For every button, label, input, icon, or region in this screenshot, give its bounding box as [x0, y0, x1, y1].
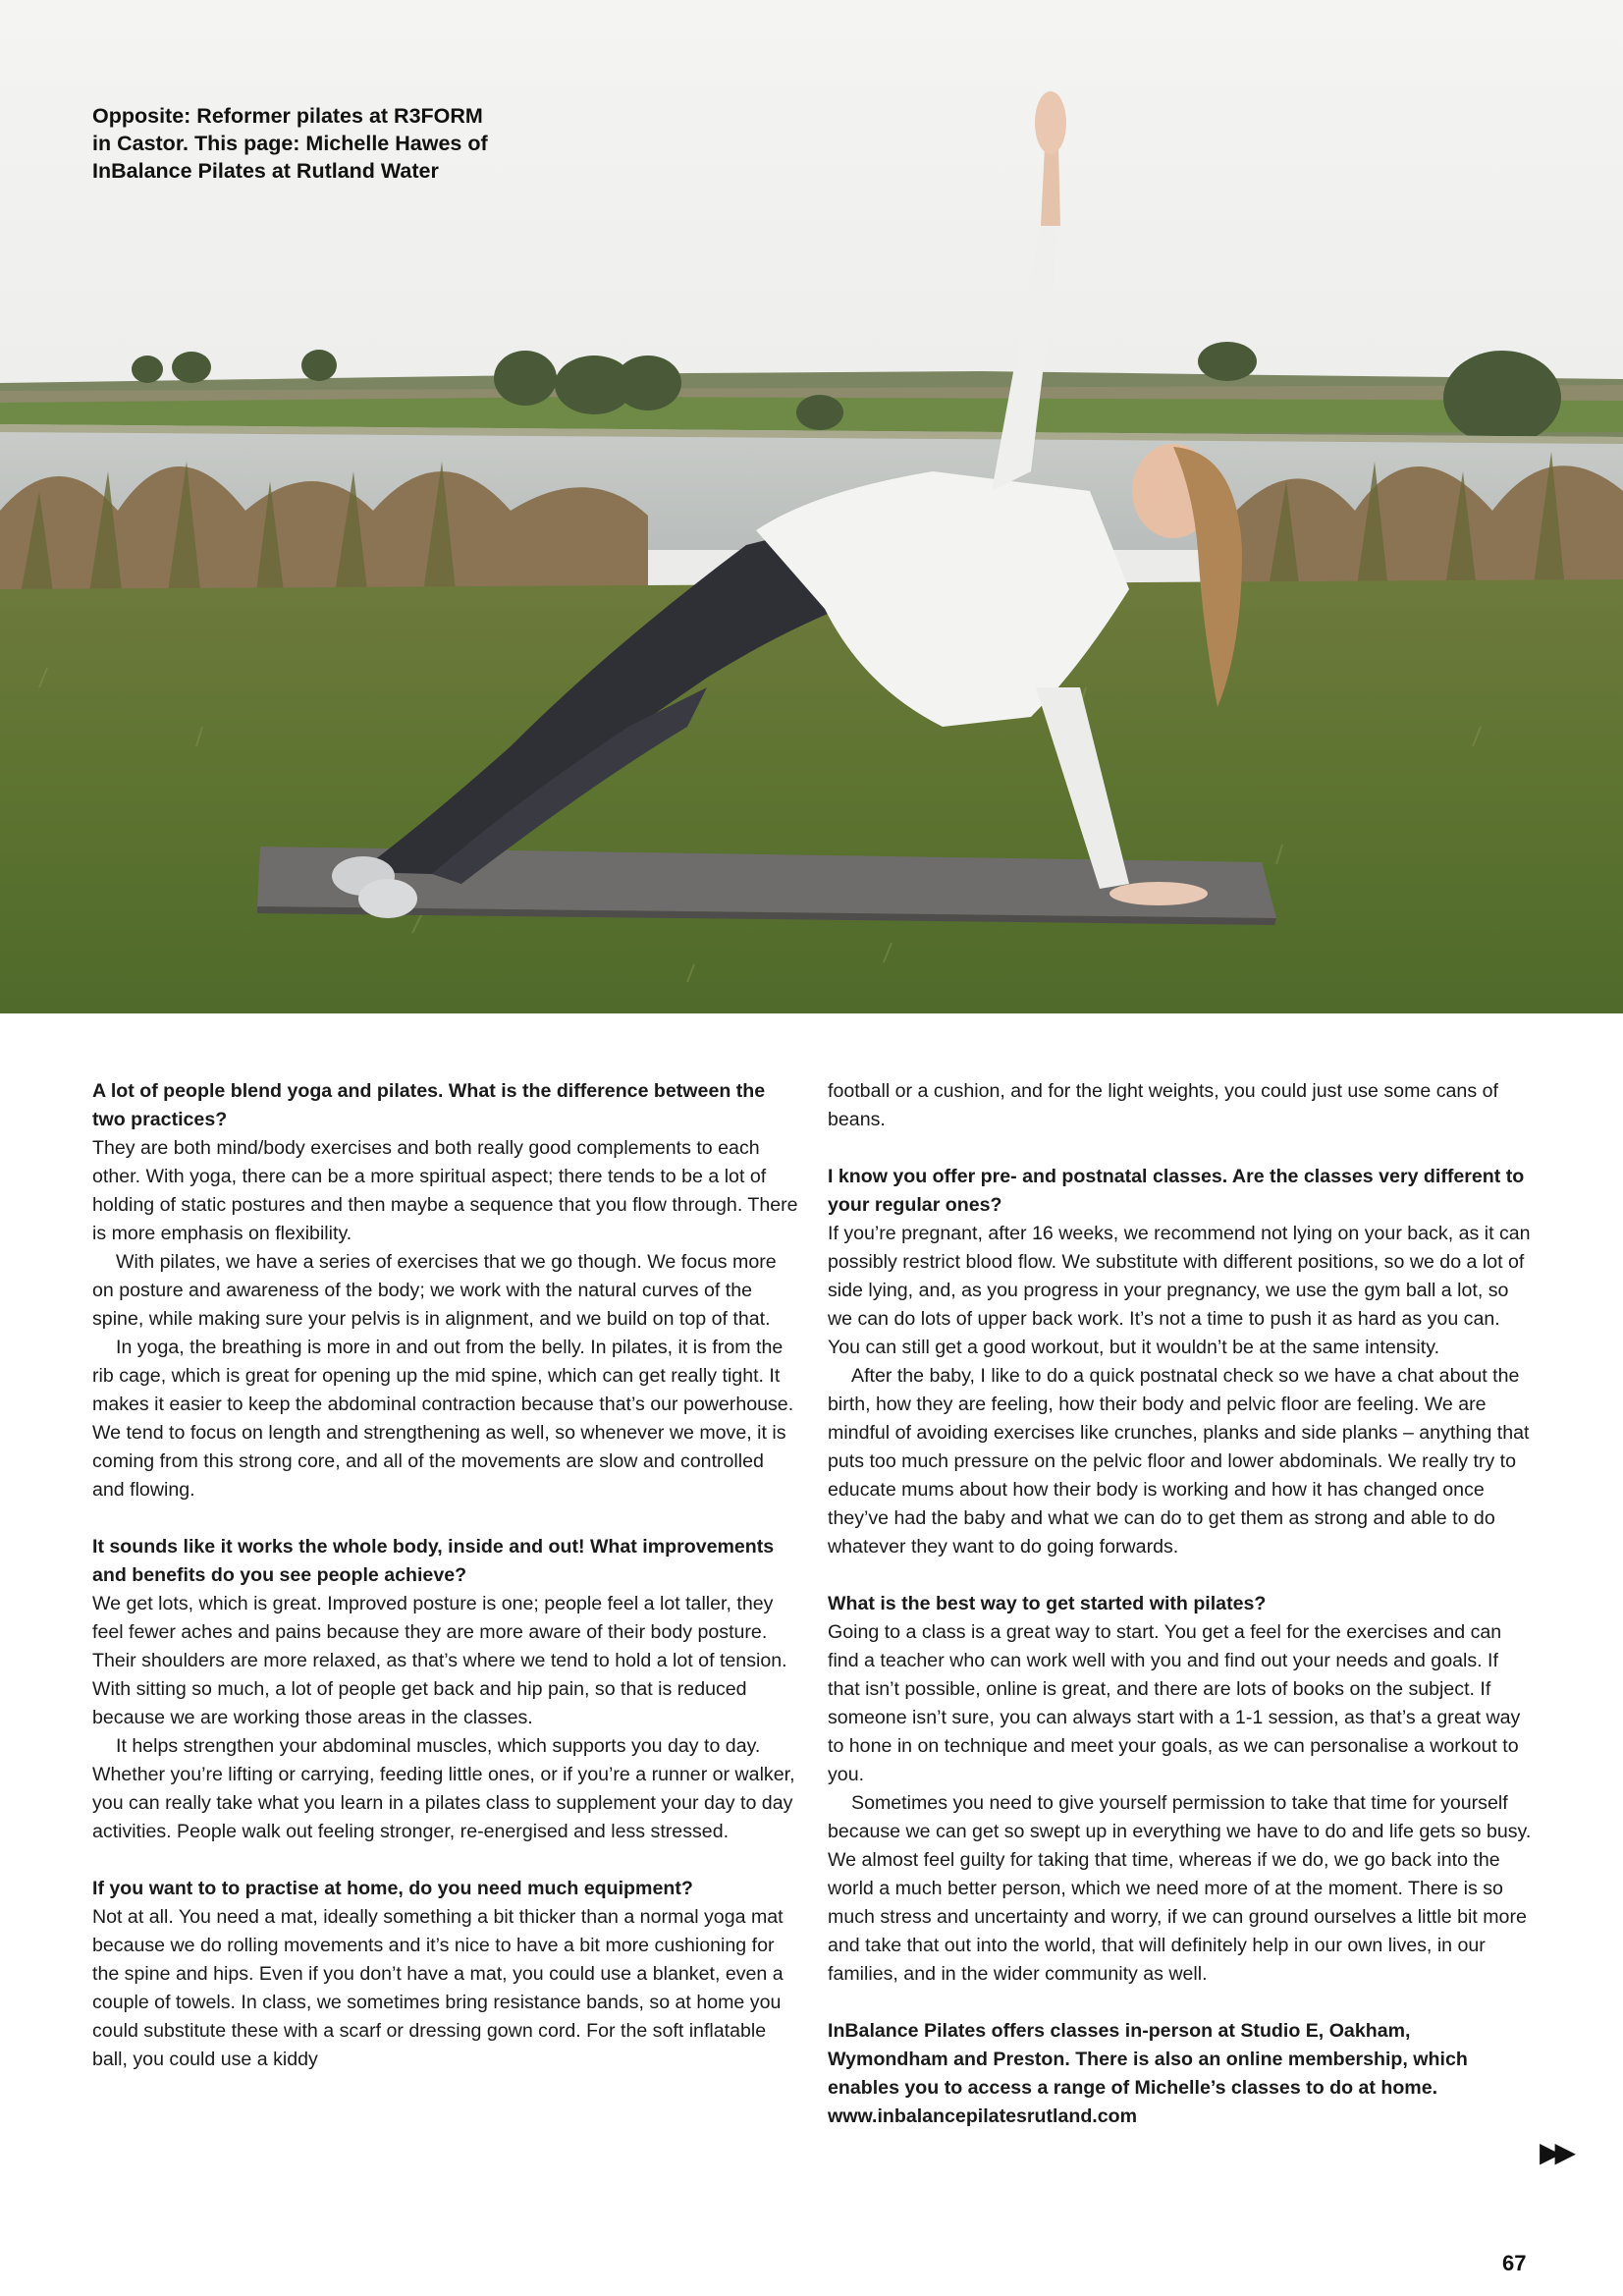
answer-paragraph: We get lots, which is great. Improved posture is one; people feel a lot taller, they feel fewer aches and pains because they are more aware of their body posture. Their shoulders are more relaxed, as that’s where we tend to hold a lot of tension. With sitting so much, a lot of people get back and hip pain, so that is reduced because we are working those areas in the classes.: [92, 1593, 787, 1728]
answer-paragraph: Sometimes you need to give yourself permission to take that time for yourself because we can get so swept up in everything we have to do and life gets so busy. We almost feel guilty for taking that time, whereas if we do, we go back into the world a much better person, which we need more of at the moment. There is so much stress and uncertainty and worry, if we can ground ourselves a little bit more and take that out into the world, that will definitely help in our own lives, in our families, and in the wider community as well.: [828, 1792, 1532, 1985]
answer-paragraph: They are both mind/body exercises and both really good complements to each other. With yoga, there can be a more spiritual aspect; there tends to be a lot of holding of static postures and then maybe a sequence that you flow through. There is more emphasis on flexibility.: [92, 1137, 798, 1244]
question-heading: If you want to to practise at home, do you need much equipment?: [92, 1878, 693, 1899]
answer-paragraph: football or a cushion, and for the light weights, you could just use some cans of beans.: [828, 1080, 1498, 1130]
answer-paragraph: Not at all. You need a mat, ideally something a bit thicker than a normal yoga mat because we do rolling movements and it’s nice to have a bit more cushioning for the spine and hips. Even if you don’t have a mat, you could use a blanket, even a couple of towels. In class, we sometimes bring resistance bands, so at home you could substitute these with a scarf or dressing gown cord. For the soft inflatable ball, you could use a kiddy: [92, 1906, 784, 2070]
caption-line: in Castor. This page: Michelle Hawes of: [92, 132, 488, 155]
question-heading: It sounds like it works the whole body, inside and out! What improvements and benefits do you see people achieve?: [92, 1536, 775, 1586]
photo-caption: [92, 102, 544, 185]
info-box-text: InBalance Pilates offers classes in-person at Studio E, Oakham, Wymondham and Preston. There is also an online membership, which enables you to access a range of Michelle’s classes to do at home.: [828, 2020, 1468, 2099]
answer-paragraph: If you’re pregnant, after 16 weeks, we recommend not lying on your back, as it can possibly restrict blood flow. We substitute with different positions, so we do a lot of side lying, and, as you progress in your pregnancy, we use the gym ball a lot, so we can do lots of upper back work. It’s not a time to push it as hard as you can. You can still get a good workout, but it wouldn’t be at the same intensity.: [828, 1223, 1531, 1358]
page-number: 67: [1502, 2251, 1527, 2275]
website-link[interactable]: www.inbalancepilatesrutland.com: [828, 2105, 1138, 2127]
answer-paragraph: With pilates, we have a series of exercises that we go though. We focus more on posture and awareness of the body; we work with the natural curves of the spine, while making sure your pelvis is in alignment, and we build on top of that.: [92, 1251, 777, 1330]
question-heading: I know you offer pre- and postnatal classes. Are the classes very different to your regular ones?: [828, 1166, 1525, 1216]
double-arrow-right-icon: ▶▶: [1540, 2137, 1571, 2167]
article-column-left: [92, 1077, 799, 2074]
question-heading: A lot of people blend yoga and pilates. What is the difference between the two practices?: [92, 1080, 766, 1130]
answer-paragraph: It helps strengthen your abdominal muscles, which supports you day to day. Whether you’re lifting or carrying, feeding little ones, or if you’re a runner or walker, you can really take what you learn in a pilates class to supplement your day to day activities. People walk out feeling stronger, re-energised and less stressed.: [92, 1735, 795, 1842]
question-heading: What is the best way to get started with pilates?: [828, 1593, 1267, 1614]
answer-paragraph: Going to a class is a great way to start. You get a feel for the exercises and can find a teacher who can work well with you and find out your needs and goals. If that isn’t possible, online is great, and there are lots of books on the subject. If someone isn’t sure, you can always start with a 1-1 session, as that’s a great way to hone in on technique and meet your goals, as we can personalise a workout to you.: [828, 1621, 1521, 1785]
caption-line: InBalance Pilates at Rutland Water: [92, 159, 439, 183]
caption-line: Opposite: Reformer pilates at R3FORM: [92, 104, 483, 128]
answer-paragraph: After the baby, I like to do a quick postnatal check so we have a chat about the birth, how they are feeling, how their body and pelvic floor are feeling. We are mindful of avoiding exercises like crunches, planks and side planks – anything that puts too much pressure on the pelvic floor and lower abdominals. We really try to educate mums about how their body is working and how it has changed once they’ve had the baby and what we can do to get them as strong and able to do whatever they want to do going forwards.: [828, 1365, 1530, 1558]
article-column-right: [828, 1077, 1535, 2131]
answer-paragraph: In yoga, the breathing is more in and out from the belly. In pilates, it is from the rib cage, which is great for opening up the mid spine, which can get really tight. It makes it easier to keep the abdominal contraction because that’s our powerhouse. We tend to focus on length and strengthening as well, so whenever we move, it is coming from this strong core, and all of the movements are slow and controlled and flowing.: [92, 1337, 794, 1501]
